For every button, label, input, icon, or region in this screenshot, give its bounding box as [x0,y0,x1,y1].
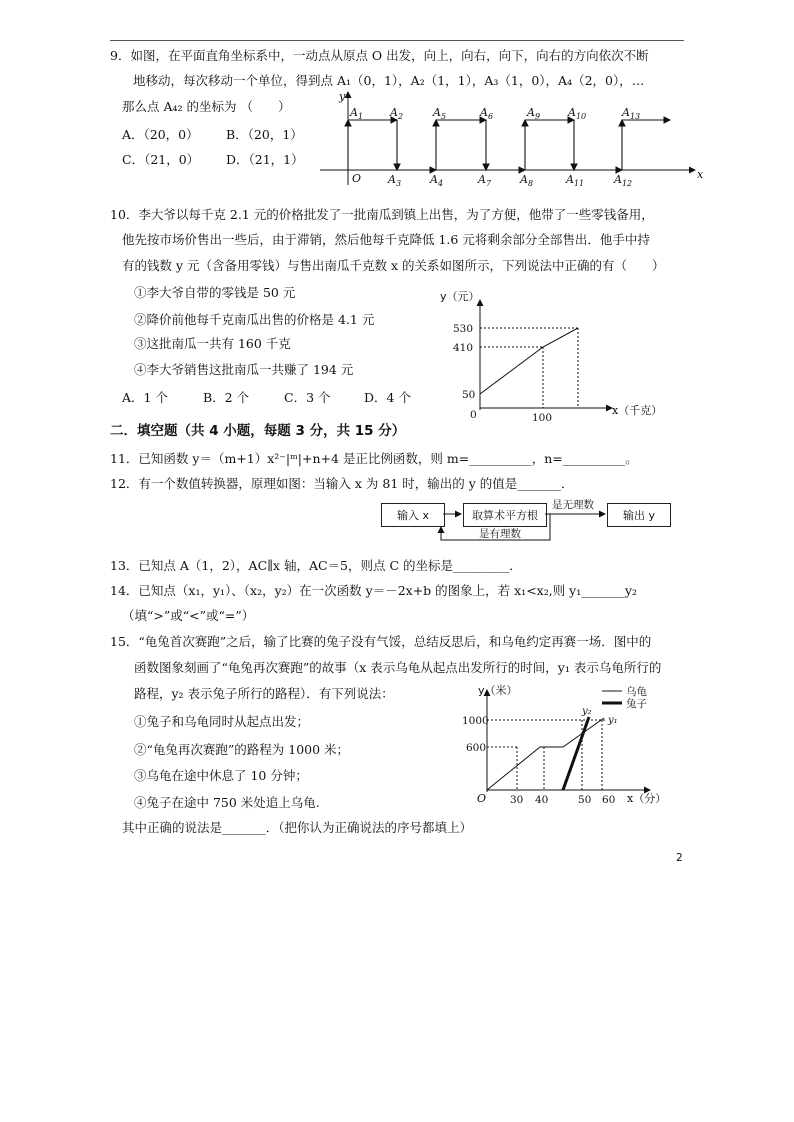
q9-y-axis-label: y [339,90,346,103]
q15-statement-3: ③乌龟在途中休息了 10 分钟； [134,768,308,783]
flow-label-irrational: 是无理数 [552,499,594,511]
q10-line1: 10．李大爷以每千克 2.1 元的价格批发了一批南瓜到镇上出售，为了方便，他带了一些零钱备用， [110,207,654,222]
q10-x-axis-label: x（千克） [612,404,663,417]
q13: 13．已知点 A（1，2），AC∥x 轴，AC＝5，则点 C 的坐标是_________． [110,558,522,573]
q10-line3: 有的钱数 y 元（含备用零钱）与售出南瓜千克数 x 的关系如图所示，下列说法中正确的有（ ） [122,258,665,273]
q9-label-a7: $A_7$ [478,173,492,188]
q15-ytick-1000: 1000 [462,715,489,727]
q10-origin-label: 0 [470,409,477,421]
flow-process-box: 取算术平方根 [463,503,547,527]
q9-label-a3: $A_3$ [388,173,402,188]
q9-option-b: B．（20，1） [226,127,303,142]
q15-xtick-60: 60 [602,794,616,806]
q10-option-d: D．4 个 [364,390,411,405]
q15-xtick-30: 30 [510,794,524,806]
q9-x-axis-label: x [697,168,704,181]
q9-label-a11: $A_{11}$ [566,173,585,188]
section-2-heading: 二．填空题（共 4 小题，每题 3 分，共 15 分） [110,423,406,439]
q10-statement-1: ①李大爷自带的零钱是 50 元 [134,285,296,300]
q9-label-a1: $A_1$ [350,106,364,121]
q10-ytick-410: 410 [453,342,474,354]
q15-y-axis-label: y（米） [478,684,518,697]
q9-option-a: A．（20，0） [122,127,199,142]
q15-xtick-50: 50 [578,794,592,806]
q10-y-axis-label: y（元） [440,290,480,303]
q9-option-c: C．（21，0） [122,152,200,167]
flow-label-rational: 是有理数 [479,528,521,540]
q9-label-a12: $A_{12}$ [614,173,633,188]
q9-line1: 9．如图，在平面直角坐标系中，一动点从原点 O 出发，向上，向右，向下，向右的方向依次不断 [110,48,649,63]
q15-y1-label: y₁ [608,715,618,726]
q9-line2: 地移动，每次移动一个单位，得到点 A₁（0，1），A₂（1，1），A₃（1，0），A₄（2，0），… [133,73,645,88]
page-number: 2 [676,852,683,864]
q9-line3: 那么点 A₄₂ 的坐标为 （ ） [122,99,291,114]
q15-statement-1: ①兔子和乌龟同时从起点出发； [134,714,310,729]
q15-line1: 15．“龟兔首次赛跑”之后，输了比赛的兔子没有气馁，总结反思后，和乌龟约定再赛一场．图中的 [110,634,652,649]
q15-line2: 函数图象刻画了“龟兔再次赛跑”的故事（x 表示乌龟从起点出发所行的时间，y₁ 表示乌龟所行的 [134,660,662,675]
q15-ytick-600: 600 [466,742,487,754]
flow-input-box: 输入 x [381,503,445,527]
q15-xtick-40: 40 [535,794,549,806]
q11: 11．已知函数 y＝（m+1）x²⁻|ᵐ|+n+4 是正比例函数，则 m=__________，n=__________。 [110,451,638,466]
q15-answer-line: 其中正确的说法是_______．（把你认为正确说法的序号都填上） [122,820,473,835]
q9-label-a6: $A_6$ [480,106,494,121]
q10-line2: 他先按市场价售出一些后，由于滞销，然后他每千克降低 1.6 元将剩余部分全部售出．他手中持 [122,232,650,247]
q15-y2-label: y₂ [582,706,592,717]
q9-label-a13: $A_{13}$ [622,106,641,121]
q15-x-axis-label: x（分） [627,792,667,805]
q10-statement-4: ④李大爷销售这批南瓜一共赚了 194 元 [134,362,354,377]
q9-label-a4: $A_4$ [430,173,444,188]
q12: 12．有一个数值转换器，原理如图：当输入 x 为 81 时，输出的 y 的值是_______． [110,476,574,491]
q9-label-a10: $A_{10}$ [568,106,587,121]
q9-option-d: D．（21，1） [226,152,304,167]
legend-turtle-label: 乌龟 [626,686,647,698]
q10-ytick-530: 530 [453,323,474,335]
q15-origin-label: O [477,792,487,805]
q15-rabbit-line [563,717,589,790]
q10-statement-3: ③这批南瓜一共有 160 千克 [134,336,291,351]
q9-label-a8: $A_8$ [520,173,534,188]
q9-label-a2: $A_2$ [390,106,404,121]
q15-line3: 路程，y₂ 表示兔子所行的路程）．有下列说法： [134,686,394,701]
q15-turtle-line [487,718,604,790]
q10-statement-2: ②降价前他每千克南瓜出售的价格是 4.1 元 [134,312,375,327]
q10-option-c: C．3 个 [284,390,331,405]
q14-line1: 14．已知点（x₁，y₁）、（x₂，y₂）在一次函数 y＝－2x+b 的图象上，若 x₁<x₂,则 y₁_______y₂ [110,583,638,598]
q10-option-b: B．2 个 [203,390,250,405]
q14-line2: （填“>”或“<”或“=”） [122,608,255,623]
q9-label-a5: $A_5$ [433,106,447,121]
q10-xtick-100: 100 [532,412,553,424]
legend-rabbit-label: 兔子 [626,698,647,710]
q9-label-a9: $A_9$ [527,106,541,121]
q10-ytick-50: 50 [462,389,476,401]
q15-statement-2: ②“龟兔再次赛跑”的路程为 1000 米； [134,742,350,757]
q10-option-a: A．1 个 [122,390,168,405]
flow-output-box: 输出 y [607,503,671,527]
q9-origin-label: O [352,172,362,185]
q15-statement-4: ④兔子在途中 750 米处追上乌龟. [134,795,320,810]
